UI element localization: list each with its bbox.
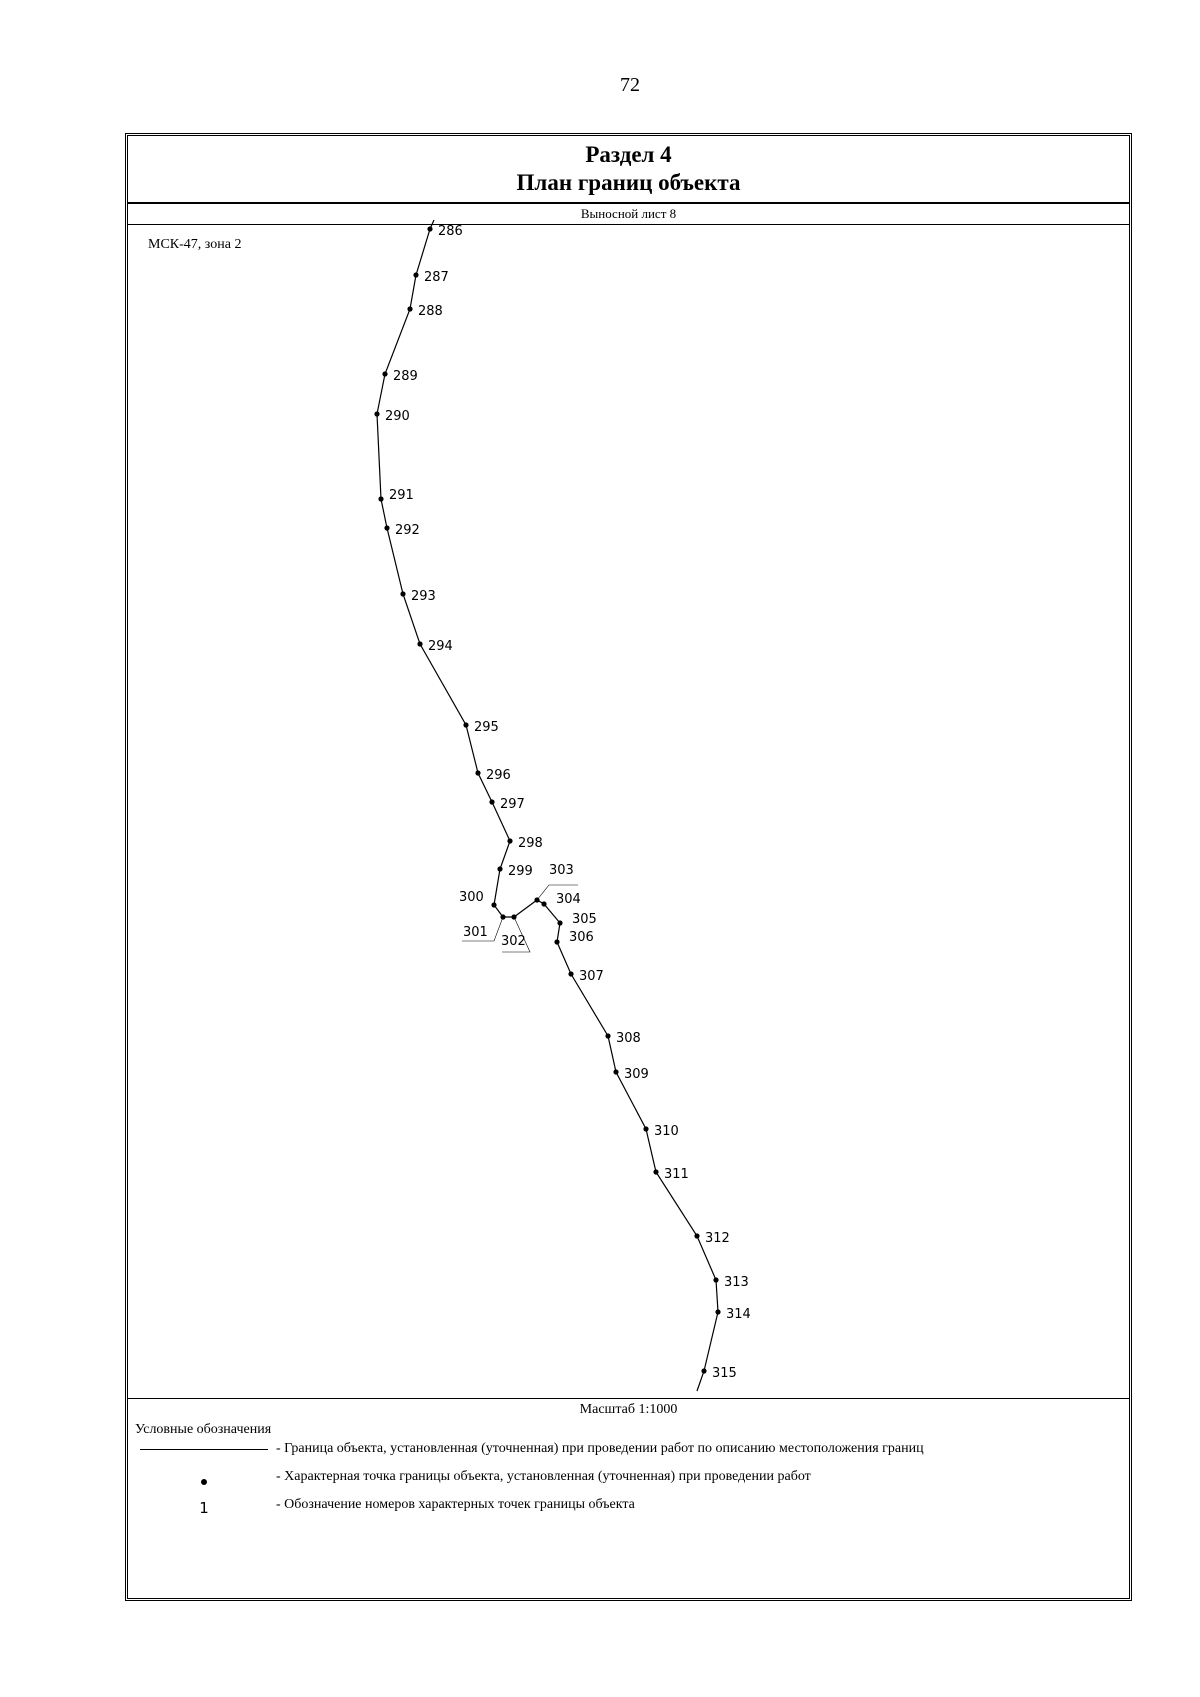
point-number-label: 307	[579, 969, 604, 984]
boundary-point	[653, 1169, 658, 1174]
point-number-label: 300	[459, 890, 484, 905]
legend-text-number: - Обозначение номеров характерных точек границы объекта	[276, 1497, 635, 1512]
point-number-label: 302	[501, 934, 526, 949]
boundary-point	[427, 226, 432, 231]
legend-text-point: - Характерная точка границы объекта, установленная (уточненная) при проведении работ	[276, 1469, 811, 1484]
boundary-point	[491, 902, 496, 907]
point-number-label: 293	[411, 589, 436, 604]
point-number-label: 304	[556, 892, 581, 907]
boundary-point	[694, 1233, 699, 1238]
boundary-point	[400, 591, 405, 596]
point-number-label: 298	[518, 836, 543, 851]
point-number-label: 303	[549, 863, 574, 878]
boundary-point	[605, 1033, 610, 1038]
boundary-point	[541, 901, 546, 906]
boundary-point	[384, 525, 389, 530]
point-number-label: 313	[724, 1275, 749, 1290]
boundary-point	[554, 939, 559, 944]
boundary-point	[500, 914, 505, 919]
boundary-line	[377, 220, 718, 1391]
point-number-label: 299	[508, 864, 533, 879]
boundary-point	[489, 799, 494, 804]
sheet-label: Выносной лист 8	[128, 204, 1129, 225]
boundary-point	[643, 1126, 648, 1131]
point-number-symbol: 1	[199, 1499, 209, 1517]
boundary-point	[417, 641, 422, 646]
point-number-label: 291	[389, 488, 414, 503]
boundary-point	[407, 306, 412, 311]
point-number-label: 297	[500, 797, 525, 812]
point-number-label: 296	[486, 768, 511, 783]
boundary-point	[568, 971, 573, 976]
boundary-point	[715, 1309, 720, 1314]
boundary-point	[475, 770, 480, 775]
legend-title: Условные обозначения	[135, 1422, 272, 1437]
boundary-point	[534, 897, 539, 902]
boundary-point	[701, 1368, 706, 1373]
point-number-label: 301	[463, 925, 488, 940]
point-number-label: 289	[393, 369, 418, 384]
boundary-point	[497, 866, 502, 871]
point-number-label: 312	[705, 1231, 730, 1246]
page-number: 72	[620, 74, 640, 96]
scale-label: Масштаб 1:1000	[579, 1402, 678, 1417]
point-number-label: 315	[712, 1366, 737, 1381]
boundary-point	[378, 496, 383, 501]
point-number-label: 311	[664, 1167, 689, 1182]
point-number-label: 290	[385, 409, 410, 424]
boundary-point	[613, 1069, 618, 1074]
point-number-label: 306	[569, 930, 594, 945]
boundary-point	[713, 1277, 718, 1282]
boundary-point	[374, 411, 379, 416]
point-number-label: 309	[624, 1067, 649, 1082]
coordinate-system-label: МСК-47, зона 2	[148, 237, 242, 252]
point-number-label: 305	[572, 912, 597, 927]
boundary-point	[382, 371, 387, 376]
boundary-point	[413, 272, 418, 277]
point-number-label: 295	[474, 720, 499, 735]
point-number-label: 286	[438, 224, 463, 239]
boundary-point	[557, 920, 562, 925]
point-number-label: 287	[424, 270, 449, 285]
legend-text-boundary: - Граница объекта, установленная (уточненная) при проведении работ по описанию местоположения границ	[276, 1441, 924, 1456]
point-number-label: 308	[616, 1031, 641, 1046]
point-number-label: 294	[428, 639, 453, 654]
section-title: Раздел 4	[585, 142, 672, 167]
point-number-label: 310	[654, 1124, 679, 1139]
point-number-label: 288	[418, 304, 443, 319]
boundary-point	[463, 722, 468, 727]
boundary-point	[507, 838, 512, 843]
point-number-label: 292	[395, 523, 420, 538]
point-number-label: 314	[726, 1307, 751, 1322]
boundary-point	[511, 914, 516, 919]
plan-title: План границ объекта	[516, 170, 741, 195]
